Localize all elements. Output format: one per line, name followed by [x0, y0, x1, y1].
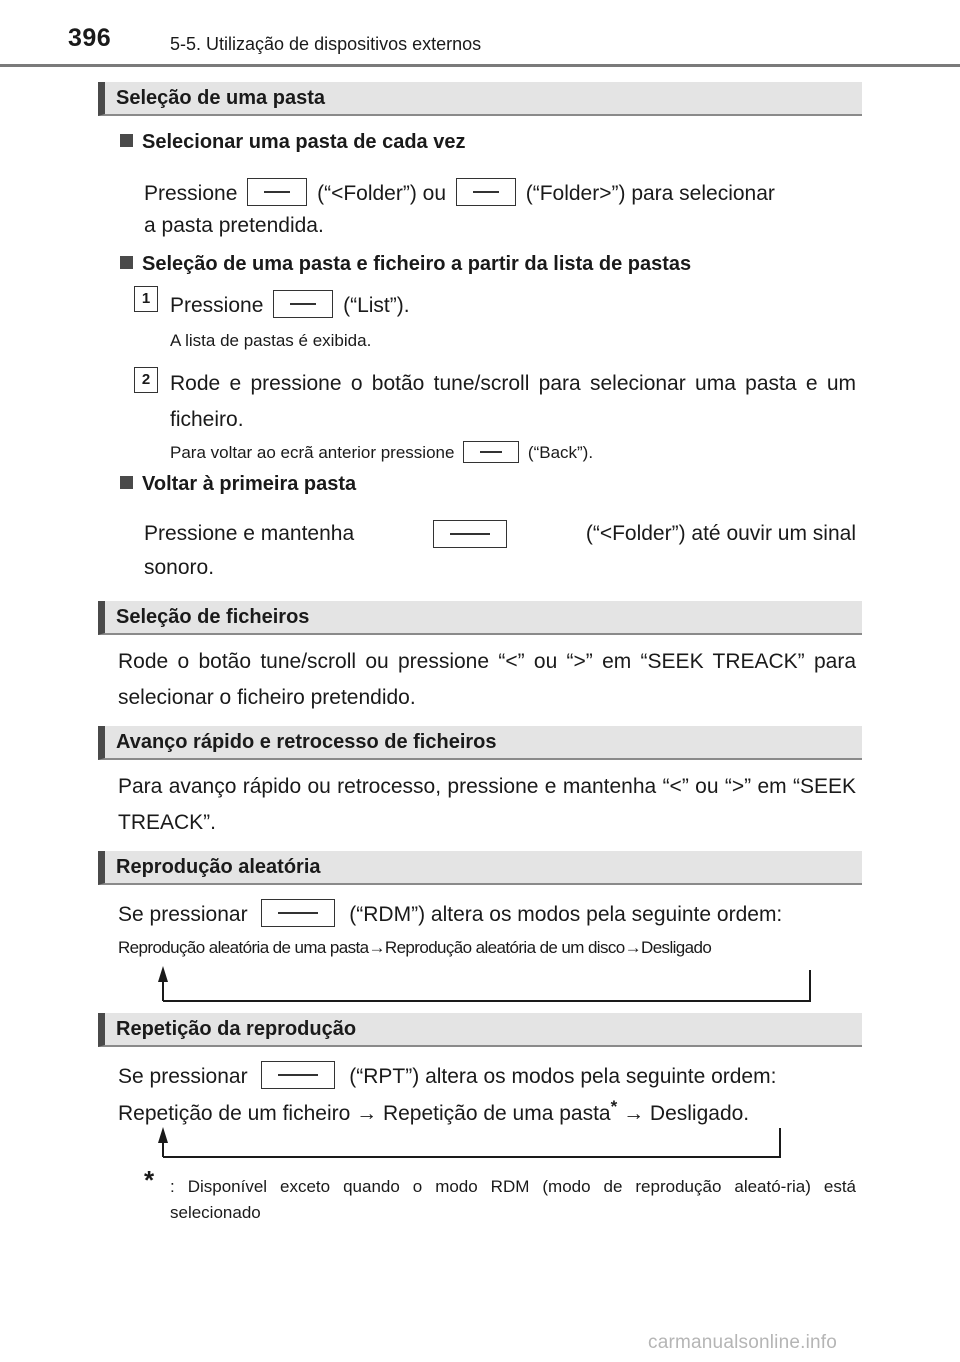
step-2-text: Rode e pressione o botão tune/scroll para selecionar uma pasta e um ficheiro. [170, 372, 856, 431]
section-title: Seleção de ficheiros [116, 606, 310, 628]
running-header: 5-5. Utilização de dispositivos externos [170, 34, 482, 54]
step-badge-2: 2 [134, 367, 158, 393]
paragraph-fast: Para avanço rápido ou retrocesso, pressione e mantenha “<” ou “>” em “SEEK TREACK”. [118, 775, 856, 834]
paragraph-repeat: Se pressionar (“RPT”) altera os modos pela seguinte ordem: [118, 1061, 776, 1089]
watermark: carmanualsonline.info [648, 1332, 838, 1353]
sub-heading-from-list: Seleção de uma pasta e ficheiro a partir da lista de pastas [120, 253, 691, 276]
section-title: Repetição da reprodução [116, 1018, 357, 1040]
section-title: Avanço rápido e retrocesso de ficheiros [116, 731, 497, 753]
page-number: 396 [68, 24, 112, 52]
section-title: Seleção de uma pasta [116, 87, 325, 109]
sub-heading-one-at-a-time: Selecionar uma pasta de cada vez [120, 131, 466, 154]
repeat-cycle-arrow [163, 1128, 780, 1157]
step-1-text: Pressione (“List”). [170, 290, 410, 318]
repeat-arrowhead-icon [158, 1127, 168, 1143]
random-arrowhead-icon [158, 966, 168, 982]
footnote-text: : Disponível exceto quando o modo RDM (modo de reprodução aleató-ria) está selecionado [170, 1177, 856, 1222]
paragraph-random: Se pressionar (“RDM”) altera os modos pela seguinte ordem: [118, 899, 782, 927]
paragraph-folder-buttons: Pressione (“<Folder”) ou (“Folder>”) para selecionar [144, 178, 775, 206]
paragraph-folder-cont: a pasta pretendida. [144, 214, 324, 237]
repeat-sequence: Repetição de um ficheiro → Repetição de uma pasta* → Desligado. [118, 1097, 750, 1125]
paragraph-first-folder: Pressione e mantenha (“<Folder”) até ouvir um sinal [144, 520, 856, 548]
step-badge-1: 1 [134, 286, 158, 312]
section-title: Reprodução aleatória [116, 856, 321, 878]
footnote-marker: * [144, 1165, 155, 1195]
step-2-note: Para voltar ao ecrã anterior pressione (“Back”). [170, 443, 594, 462]
step-1-note: A lista de pastas é exibida. [170, 331, 372, 350]
sub-heading-first-folder: Voltar à primeira pasta [120, 473, 356, 496]
paragraph-first-folder-cont: sonoro. [144, 556, 215, 579]
paragraph-files: Rode o botão tune/scroll ou pressione “<” ou “>” em “SEEK TREACK” para selecionar o ficheiro pretendido. [118, 650, 856, 709]
random-sequence: Reprodução aleatória de uma pasta→Reprodução aleatória de um disco→Desligado [118, 938, 712, 957]
random-cycle-arrow [163, 970, 810, 1001]
